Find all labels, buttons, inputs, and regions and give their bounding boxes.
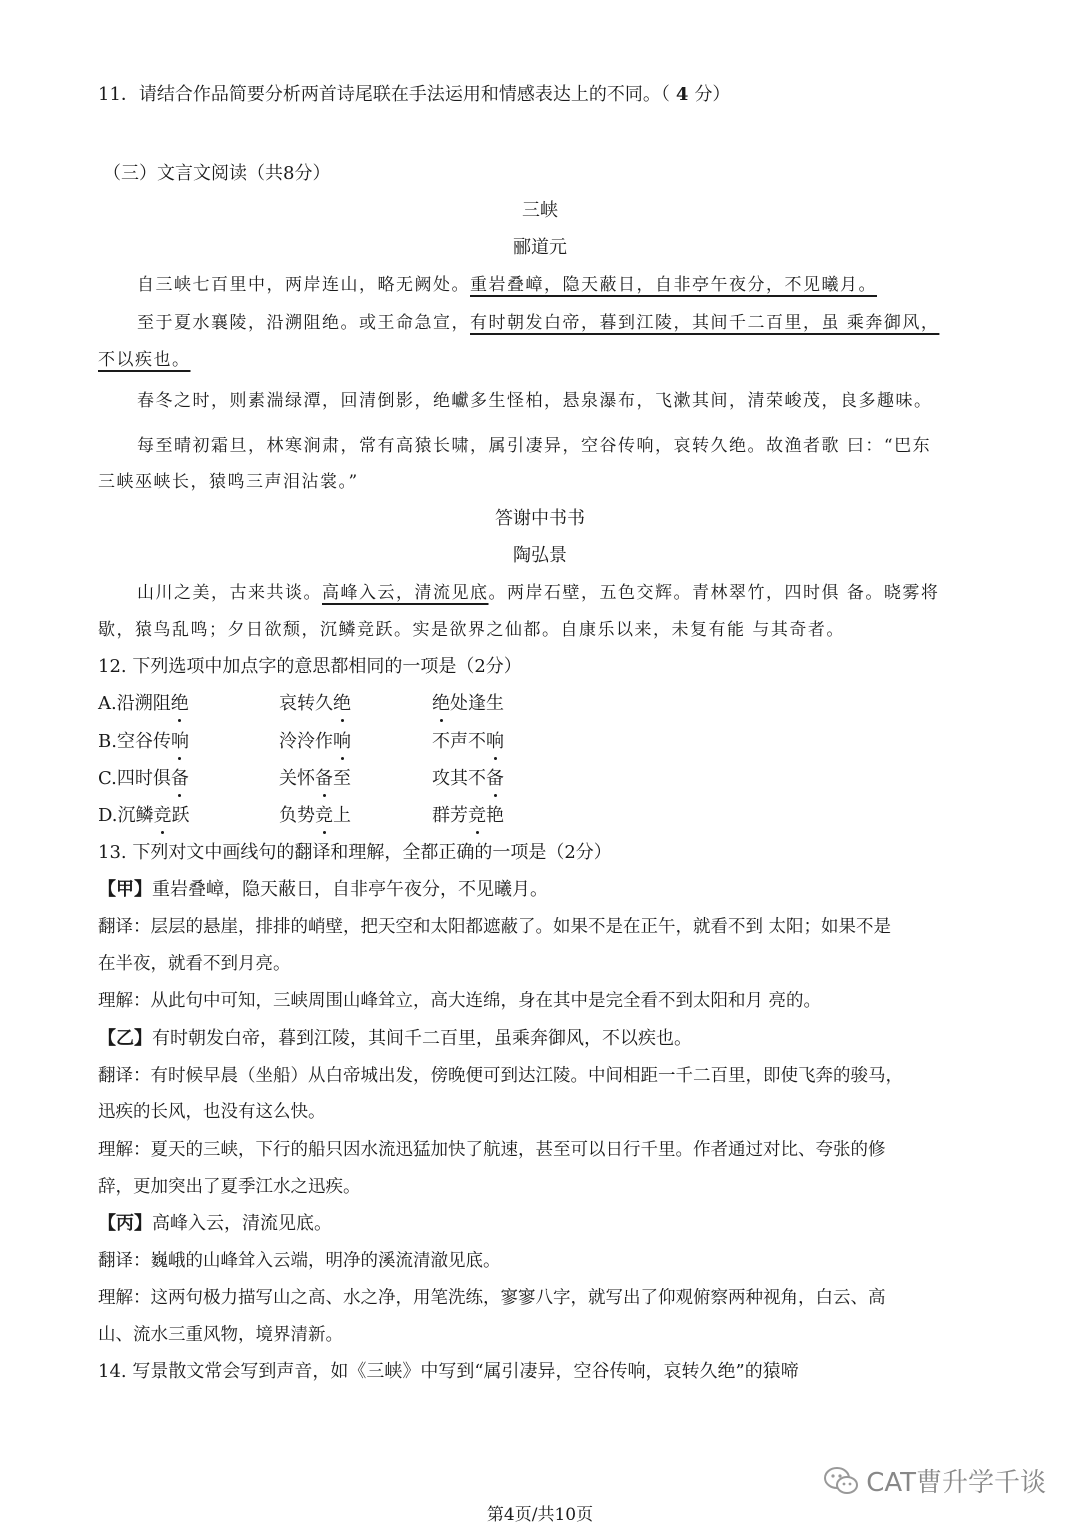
option-word: 关怀备至: [279, 768, 351, 789]
text1-paragraph-1: 自三峡七百里中，两岸连山，略无阙处。重岩叠嶂，隐天蔽日，自非亭午夜分，不见曦月。: [137, 275, 877, 295]
question-13-stem: 13. 下列对文中画线句的翻译和理解，全都正确的一项是（2分）: [98, 842, 612, 863]
question-12-stem: 12. 下列选项中加点字的意思都相同的一项是（2分）: [98, 656, 522, 677]
question-11: 11．请结合作品简要分析两首诗尾联在手法运用和情感表达上的不同。（ 4 分）: [98, 84, 731, 105]
q13-yi-understanding: 理解：夏天的三峡，下行的船只因水流迅猛加快了航速，甚至可以日行千里。作者通过对比、夸张的修: [98, 1140, 886, 1160]
option-word: 攻其不备: [432, 768, 504, 789]
q13-bing-understanding-cont: 山、流水三重风物，境界清新。: [98, 1325, 343, 1345]
text2-title: 答谢中书书: [495, 508, 585, 529]
q13-yi-translation: 翻译：有时候早晨（坐船）从白帝城出发，傍晚便可到达江陵。中间相距一千二百里，即使飞奔的骏马，: [98, 1066, 903, 1086]
q13-bing-translation: 翻译：巍峨的山峰耸入云端，明净的溪流清澈见底。: [98, 1251, 501, 1271]
option-letter: A.沿溯阻绝: [98, 693, 189, 714]
option-word: 负势竞上: [279, 805, 351, 826]
underlined-sentence-bing: 高峰入云，清流见底: [322, 583, 489, 603]
text2-paragraph-1: 山川之美，古来共谈。高峰入云，清流见底。两岸石壁，五色交辉。青林翠竹，四时俱 备。晓雾将: [137, 583, 940, 603]
watermark-text: CAT曹升学千谈: [866, 1468, 1046, 1498]
section-heading: （三）文言文阅读（共8分）: [103, 163, 331, 184]
text1-title: 三峡: [522, 200, 558, 221]
q13-yi-sentence: 【乙】有时朝发白帝，暮到江陵，其间千二百里，虽乘奔御风，不以疾也。: [98, 1028, 692, 1049]
option-word: 哀转久绝: [279, 693, 351, 714]
underlined-sentence-yi: 有时朝发白帝，暮到江陵，其间千二百里，虽 乘奔御风，: [470, 313, 940, 333]
option-letter: B.空谷传响: [98, 731, 189, 752]
watermark: [824, 1462, 1046, 1499]
text1-author: 郦道元: [513, 237, 567, 258]
text2-paragraph-1-cont: 歇，猿鸟乱鸣；夕日欲颓，沉鳞竞跃。实是欲界之仙都。自康乐以来，未复有能 与其奇者。: [98, 620, 845, 640]
page-number: 第4页/共10页: [486, 1505, 594, 1525]
wechat-icon: [824, 1466, 858, 1496]
q13-bing-sentence: 【丙】高峰入云，清流见底。: [98, 1213, 332, 1234]
q13-yi-translation-cont: 迅疾的长风，也没有这么快。: [98, 1102, 326, 1122]
text1-paragraph-4: 每至晴初霜旦，林寒涧肃，常有高猿长啸，属引凄异，空谷传响，哀转久绝。故渔者歌 曰：“巴东: [137, 436, 932, 456]
q13-yi-understanding-cont: 辞，更加突出了夏季江水之迅疾。: [98, 1177, 361, 1197]
text1-paragraph-3: 春冬之时，则素湍绿潭，回清倒影，绝巘多生怪柏，悬泉瀑布，飞漱其间，清荣峻茂，良多趣味。: [137, 391, 933, 411]
q13-jia-sentence: 【甲】重岩叠嶂，隐天蔽日，自非亭午夜分，不见曦月。: [98, 879, 548, 900]
text1-paragraph-4-cont: 三峡巫峡长，猿鸣三声泪沾裳。”: [98, 472, 359, 492]
option-word: 群芳竞艳: [432, 805, 504, 826]
text1-paragraph-2: 至于夏水襄陵，沿溯阻绝。或王命急宣，有时朝发白帝，暮到江陵，其间千二百里，虽 乘奔御风，: [137, 313, 940, 333]
q13-jia-translation: 翻译：层层的悬崖，排排的峭壁，把天空和太阳都遮蔽了。如果不是在正午，就看不到 太阳；如果不是: [98, 917, 892, 937]
option-word: 绝处逢生: [432, 693, 504, 714]
text1-paragraph-2-cont: 不以疾也。: [98, 350, 191, 370]
question-14: 14. 写景散文常会写到声音，如《三峡》中写到“属引凄异，空谷传响，哀转久绝”的猿啼: [98, 1361, 799, 1382]
option-letter: D.沉鳞竞跃: [98, 805, 190, 826]
q13-jia-translation-cont: 在半夜，就看不到月亮。: [98, 954, 291, 974]
option-letter: C.四时俱备: [98, 768, 189, 789]
option-word: 不声不响: [432, 731, 504, 752]
q13-jia-understanding: 理解：从此句中可知，三峡周围山峰耸立，高大连绵，身在其中是完全看不到太阳和月 亮的。: [98, 991, 822, 1011]
underlined-sentence-jia: 重岩叠嶂，隐天蔽日，自非亭午夜分，不见曦月。: [470, 275, 877, 295]
text2-author: 陶弘景: [513, 545, 567, 566]
q13-bing-understanding: 理解：这两句极力描写山之高、水之净，用笔洗练，寥寥八字，就写出了仰观俯察两种视角，白云、高: [98, 1288, 886, 1308]
option-word: 泠泠作响: [279, 731, 351, 752]
